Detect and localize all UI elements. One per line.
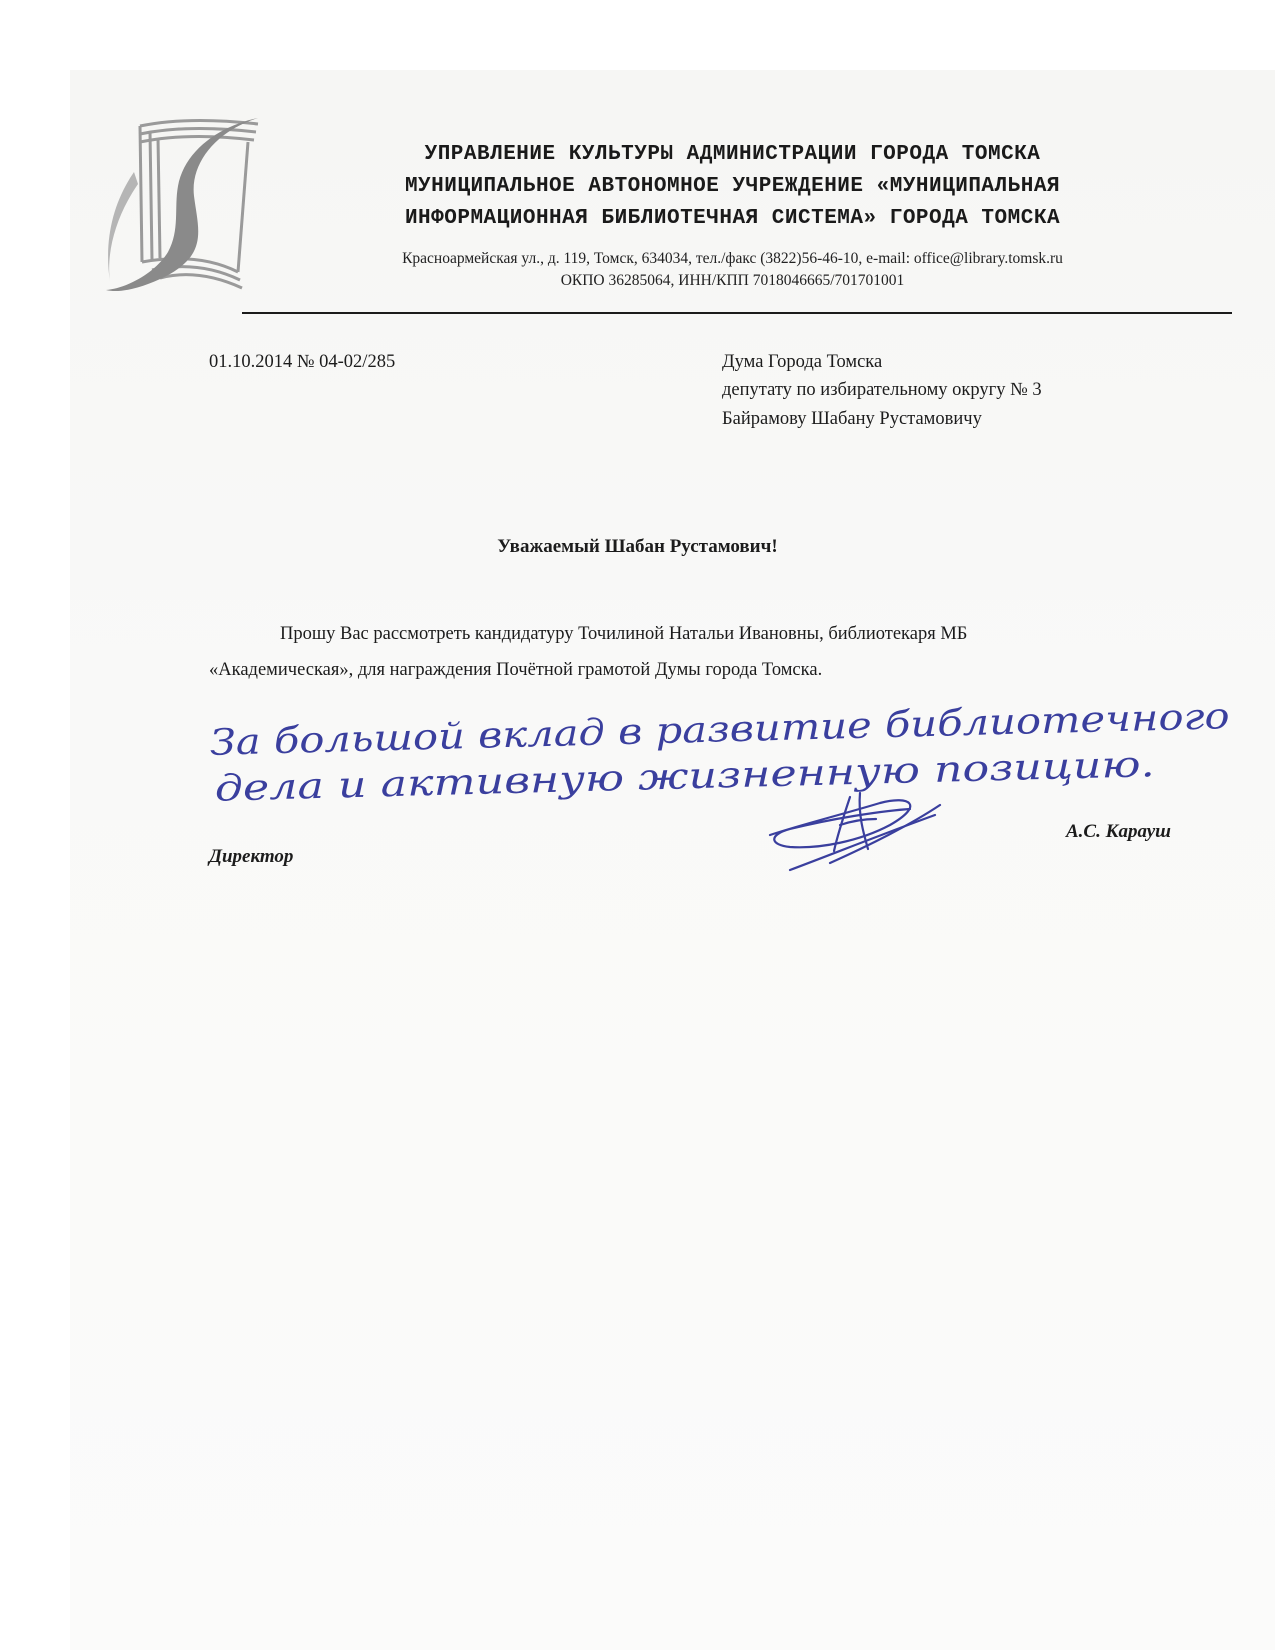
letter-salutation: Уважаемый Шабан Рустамович! bbox=[497, 536, 778, 557]
letter-date-number: 01.10.2014 № 04-02/285 bbox=[209, 352, 396, 372]
contact-address: Красноармейская ул., д. 119, Томск, 634034, тел./факс (3822)56-46-10, e-mail: office@library.tomsk.ru bbox=[402, 250, 1063, 267]
letter-body-line-2: «Академическая», для награждения Почётной грамотой Думы города Томска. bbox=[209, 660, 823, 680]
logo-s-swoosh bbox=[106, 118, 258, 291]
handwritten-line-2: дела и активную жизненную позицию. bbox=[214, 748, 979, 810]
contact-registry-codes: ОКПО 36285064, ИНН/КПП 7018046665/701701001 bbox=[560, 272, 905, 289]
addressee-name: Байрамову Шабану Рустамовичу bbox=[722, 409, 982, 429]
signature-scribble bbox=[760, 775, 960, 885]
signer-name: А.С. Карауш bbox=[1066, 821, 1171, 842]
letterhead-divider bbox=[242, 312, 1232, 314]
org-name-line-1: УПРАВЛЕНИЕ КУЛЬТУРЫ АДМИНИСТРАЦИИ ГОРОДА ТОМСКА bbox=[424, 143, 1041, 166]
signer-position: Директор bbox=[209, 846, 294, 867]
letter-body-line-1: Прошу Вас рассмотреть кандидатуру Точилиной Натальи Ивановны, библиотекаря МБ bbox=[280, 624, 968, 644]
addressee-title: депутату по избирательному округу № 3 bbox=[722, 380, 1042, 400]
org-name-line-2: МУНИЦИПАЛЬНОЕ АВТОНОМНОЕ УЧРЕЖДЕНИЕ «МУНИЦИПАЛЬНАЯ bbox=[404, 175, 1061, 198]
org-name-line-3: ИНФОРМАЦИОННАЯ БИБЛИОТЕЧНАЯ СИСТЕМА» ГОРОДА ТОМСКА bbox=[404, 207, 1061, 230]
handwritten-line-1: За большой вклад в развитие библиотечного bbox=[209, 700, 1092, 764]
addressee-organization: Дума Города Томска bbox=[722, 352, 883, 372]
